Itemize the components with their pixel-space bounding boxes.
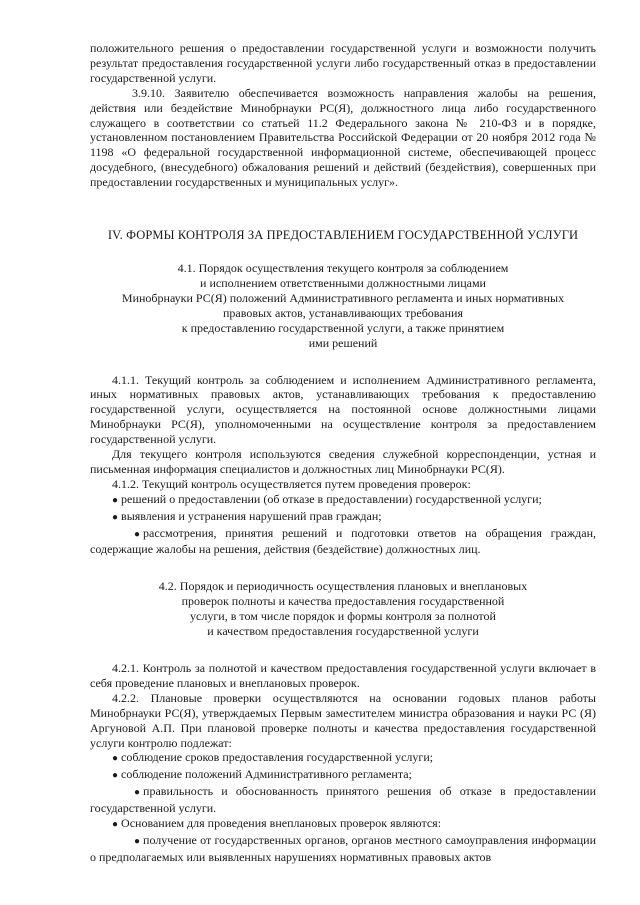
paragraph-4-2-1: 4.2.1. Контроль за полнотой и качеством предоставления государственной услуги включает в себя проведение плановых и внеплановых проверок.: [90, 661, 596, 690]
paragraph-3-9-10: 3.9.10. Заявителю обеспечивается возможность направления жалобы на решения, действия или бездействие Минобрнауки РС(Я), должностного лица либо государственного служащего в соответствии со статьей 11.2 Федерального закона № 210-ФЗ и в порядке, установленном постановлением Правительства Российской Федерации от 20 ноября 2012 года № 1198 «О федеральной государственной информационной системе, обеспечивающей процесс досудебного, (внесудебного) обжалования решений и действий (бездействия), совершенных при предоставлении государственных и муниципальных услуг».: [90, 85, 596, 190]
bullet-icon: ●: [134, 787, 141, 799]
title-line: 4.2. Порядок и периодичность осуществления плановых и внеплановых: [158, 579, 528, 594]
bullet-text: рассмотрения, принятия решений и подготовки ответов на обращения граждан, содержащие жалобы на решения, действия (бездействие) должностных лиц.: [90, 525, 596, 557]
paragraph-4-1-1: 4.1.1. Текущий контроль за соблюдением и исполнением Административного регламента, иных нормативных правовых актов, устанавливающих требования к предоставлению государственной услуги, осуществляется на постоянной основе должностными лицами Минобрнауки РС(Я), уполномоченными на осуществление контроля за предоставлением государственной услуги.: [90, 372, 596, 447]
bullet-icon: ●: [112, 770, 119, 782]
bullet-item: [90, 767, 596, 784]
bullet-text: правильность и обоснованность принятого решения об отказе в предоставлении государственной услуги.: [90, 784, 596, 816]
bullet-text: Основанием для проведения внеплановых проверок являются:: [121, 816, 442, 831]
bullet-icon: ●: [112, 819, 119, 831]
bullet-icon: ●: [134, 835, 141, 847]
title-line: услуги, в том числе порядок и формы контроля за полнотой: [190, 609, 496, 624]
title-line: Минобрнауки РС(Я) положений Административного регламента и иных нормативных: [121, 290, 565, 305]
bullet-item: [90, 492, 596, 509]
paragraph-4-2-2: 4.2.2. Плановые проверки осуществляются на основании годовых планов работы Минобрнауки РС(Я), утверждаемых Первым заместителем министра образования и науки РС (Я) Аргуновой А.П. При плановой проверке полноты и качества предоставления государственной услуги контролю подлежат:: [90, 690, 596, 750]
bullet-item: [90, 833, 596, 865]
paragraph-current-control: Для текущего контроля используются сведения служебной корреспонденции, устная и письменная информация специалистов и должностных лиц Минобрнауки РС(Я).: [90, 447, 596, 476]
bullet-text: решений о предоставлении (об отказе в предоставлении) государственной услуги;: [121, 491, 542, 506]
title-line: и исполнением ответственными должностными лицами: [200, 275, 486, 290]
section-heading: IV. ФОРМЫ КОНТРОЛЯ ЗА ПРЕДОСТАВЛЕНИЕМ ГОСУДАРСТВЕННОЙ УСЛУГИ: [107, 228, 579, 243]
subsection-4-2-title: [90, 579, 596, 639]
paragraph-continuation: положительного решения о предоставлении государственной услуги и возможности получить результат предоставления государственной услуги либо государственный отказ в предоставлении государственной услуги.: [90, 41, 596, 85]
bullet-text: получение от государственных органов, органов местного самоуправления информации о предполагаемых или выявленных нарушениях нормативных правовых актов: [90, 832, 596, 864]
title-line: ими решений: [308, 335, 378, 350]
bullet-text: соблюдение сроков предоставления государственной услуги;: [121, 750, 434, 765]
bullet-icon: ●: [112, 494, 119, 506]
bullet-text: выявления и устранения нарушений прав граждан;: [121, 508, 382, 523]
bullet-icon: ●: [112, 511, 119, 523]
document-body: [90, 41, 596, 865]
subsection-4-1-title: [90, 261, 596, 350]
title-line: к предоставлению государственной услуги, а также принятием: [181, 320, 505, 335]
bullet-item: [90, 750, 596, 767]
bullet-icon: ●: [134, 528, 141, 540]
title-line: правовых актов, устанавливающих требования: [223, 305, 463, 320]
title-line: проверок полноты и качества предоставления государственной: [181, 594, 505, 609]
bullet-item: [90, 526, 596, 558]
bullet-icon: ●: [112, 753, 119, 765]
title-line: 4.1. Порядок осуществления текущего контроля за соблюдением: [177, 261, 509, 276]
paragraph-4-1-2: 4.1.2. Текущий контроль осуществляется путем проведения проверок:: [112, 476, 471, 491]
bullet-text: соблюдение положений Административного регламента;: [121, 767, 412, 782]
bullet-item: [90, 509, 596, 526]
bullet-item: [90, 816, 596, 833]
title-line: и качеством предоставления государственной услуги: [207, 624, 479, 639]
bullet-item: [90, 784, 596, 816]
